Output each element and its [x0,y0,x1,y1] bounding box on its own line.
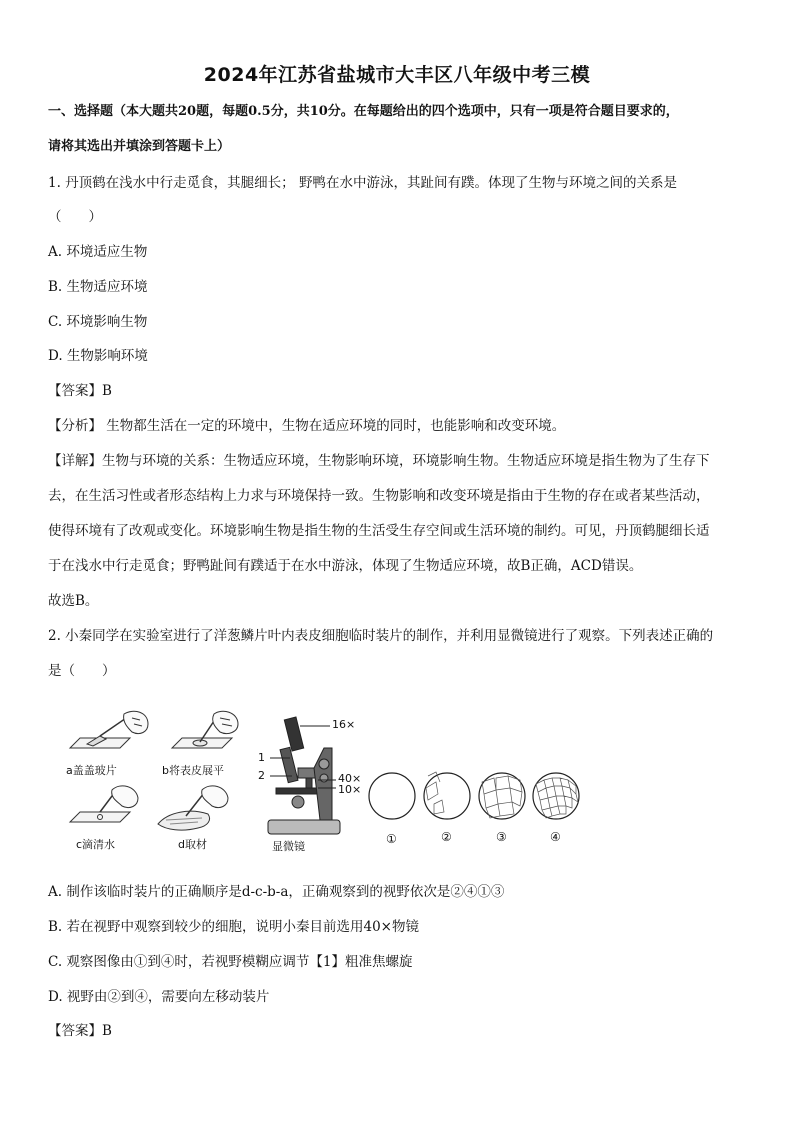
caption-microscope: 显微镜 [272,840,305,853]
q1-option-b: B. 生物适应环境 [48,279,148,295]
q1-detail-line4: 于在浅水中行走觅食；野鸭趾间有蹼适于在水中游泳，体现了生物适应环境，故B正确，ACD错误。 [48,558,643,574]
q1-analysis: 【分析】 生物都生活在一定的环境中，生物在适应环境的同时，也能影响和改变环境。 [48,418,566,434]
step-c-illustration [70,786,138,822]
circle-label-3: ③ [496,830,507,844]
q2-stem-line1: 2. 小秦同学在实验室进行了洋葱鳞片叶内表皮细胞临时装片的制作，并利用显微镜进行了观察。下列表述正确的 [48,628,714,644]
q1-option-a: A. 环境适应生物 [48,244,148,260]
label-objective-40x: 40× [338,772,362,785]
caption-step-a: a盖盖玻片 [66,764,117,777]
q1-stem-line2: （ ） [48,209,102,225]
circle-label-4: ④ [550,830,561,844]
caption-step-d: d取材 [178,838,207,851]
label-part-1: 1 [258,751,265,764]
caption-step-b: b将表皮展平 [162,764,224,777]
q1-option-c: C. 环境影响生物 [48,314,148,330]
q2-option-d: D. 视野由②到④，需要向左移动装片 [48,989,270,1005]
label-eyepiece-16x: 16× [332,718,356,731]
q1-option-d: D. 生物影响环境 [48,348,148,364]
q1-conclusion: 故选B。 [48,593,99,609]
q1-detail-line3: 使得环境有了改观或变化。环境影响生物是指生物的生活受生存空间或生活环境的制约。可见，丹顶鹤腿细长适 [48,523,710,539]
circle-label-1: ① [386,832,397,846]
q1-stem-line1: 1. 丹顶鹤在浅水中行走觅食，其腿细长； 野鸭在水中游泳，其趾间有蹼。体现了生物与环境之间的关系是 [48,175,677,191]
q2-option-b: B. 若在视野中观察到较少的细胞，说明小秦目前选用40×物镜 [48,919,419,935]
section-heading-line1: 一、选择题（本大题共20题，每题0.5分，共10分。在每题给出的四个选项中，只有一项是符合题目要求的， [48,104,679,119]
q2-answer: 【答案】B [48,1023,112,1039]
step-b-illustration [172,711,238,748]
step-d-illustration [158,786,228,830]
q2-option-a: A. 制作该临时装片的正确顺序是d-c-b-a，正确观察到的视野依次是②④①③ [48,884,505,900]
q1-detail-line1: 【详解】生物与环境的关系：生物适应环境，生物影响环境，环境影响生物。生物适应环境是指生物为了生存下 [48,453,710,469]
label-part-2: 2 [258,769,265,782]
page-title: 2024年江苏省盐城市大丰区八年级中考三模 [203,64,591,86]
q1-detail-line2: 去，在生活习性或者形态结构上力求与环境保持一致。生物影响和改变环境是指由于生物的存在或者某些活动， [48,488,710,504]
circle-label-2: ② [441,830,452,844]
microscope-illustration [268,717,340,834]
caption-step-c: c滴清水 [76,838,116,851]
step-a-illustration [70,711,148,748]
q2-stem-line2: 是（ ） [48,663,116,679]
q2-figure [62,708,582,858]
section-heading-line2: 请将其选出并填涂到答题卡上） [48,139,231,154]
label-objective-10x: 10× [338,783,362,796]
q2-option-c: C. 观察图像由①到④时，若视野模糊应调节【1】粗准焦螺旋 [48,954,413,970]
q1-answer: 【答案】B [48,383,112,399]
